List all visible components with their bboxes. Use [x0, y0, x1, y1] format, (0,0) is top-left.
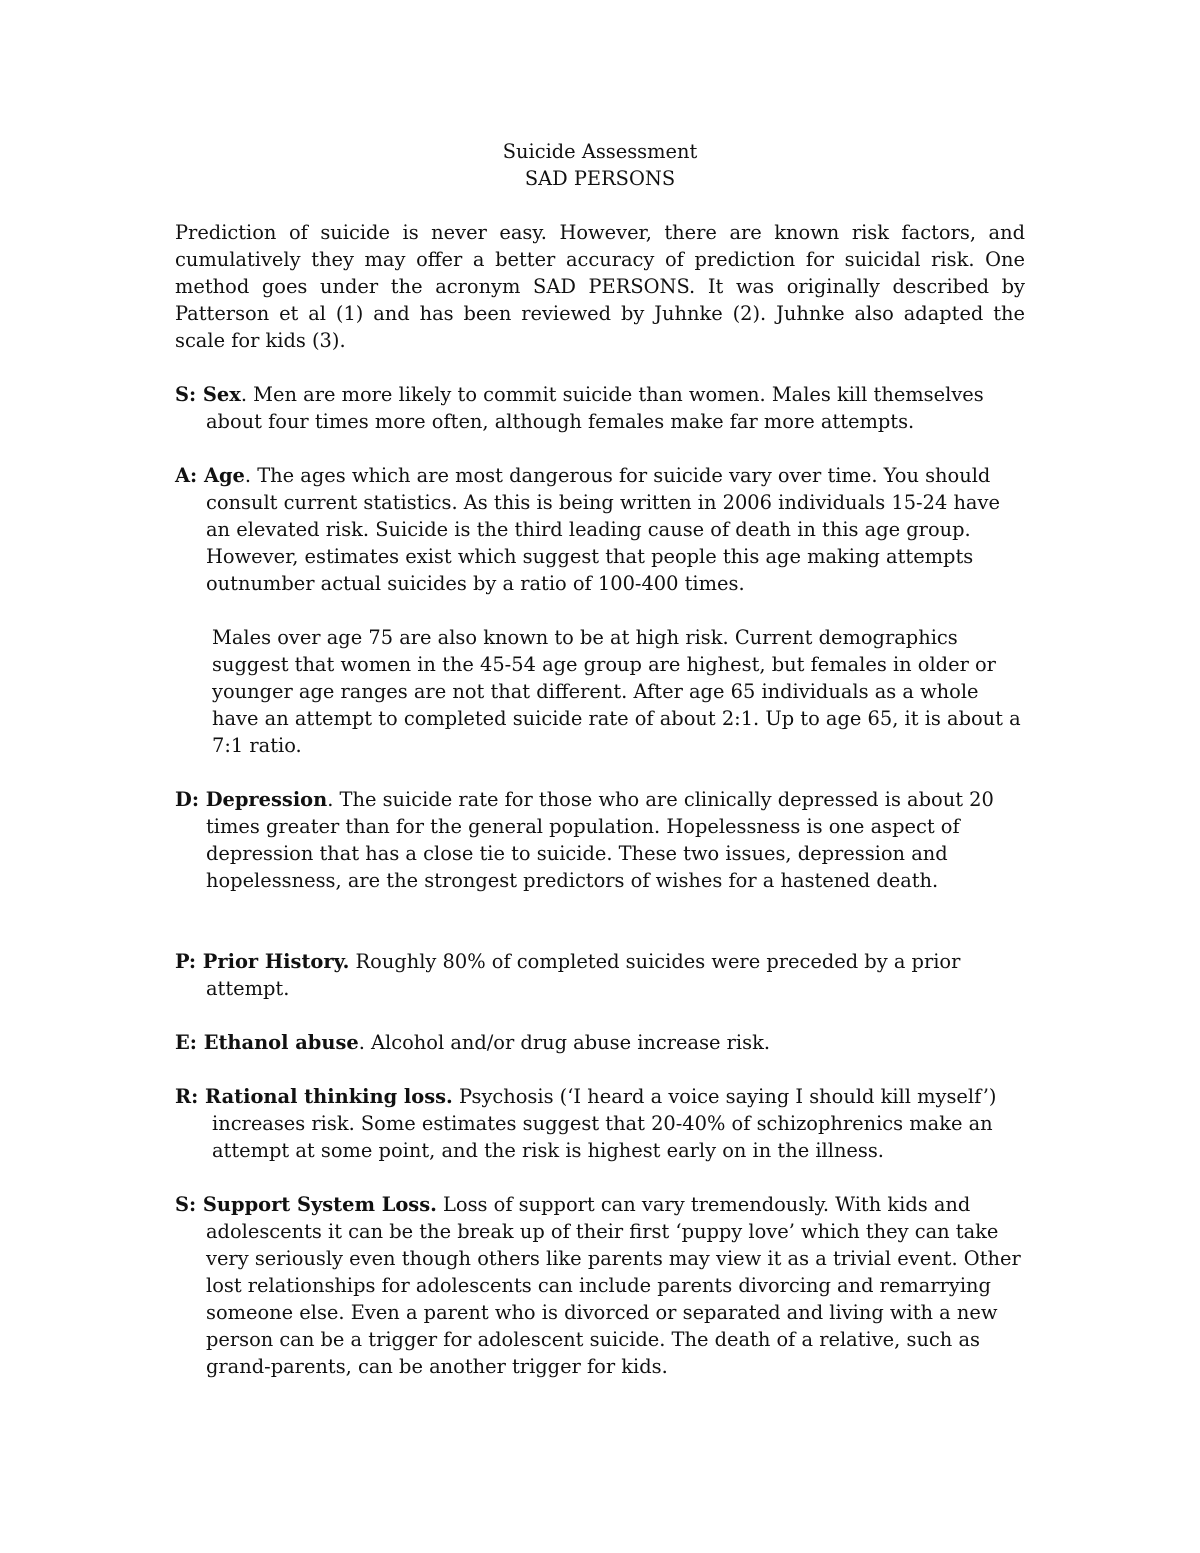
entry-prior-history	[175, 948, 1025, 1002]
entry-text: . Men are more likely to commit suicide than women. Males kill themselves about four times more often, although females make far more attempts.	[206, 383, 984, 433]
entry-term: E: Ethanol abuse	[175, 1031, 359, 1054]
entry-term: A: Age	[175, 464, 245, 487]
entry-text: . The suicide rate for those who are clinically depressed is about 20 times greater than for the general population. Hopelessness is one aspect of depression that has a close tie to suicide. These two issues, depression and hopelessness, are the strongest predictors of wishes for a hastened death.	[206, 788, 994, 892]
entry-text: . Alcohol and/or drug abuse increase risk.	[358, 1031, 770, 1054]
entry-text: Loss of support can vary tremendously. With kids and adolescents it can be the break up of their first ‘puppy love’ which they can take very seriously even though others like parents may view it as a trivial event. Other lost relationships for adolescents can include parents divorcing and remarrying someone else. Even a parent who is divorced or separated and living with a new person can be a trigger for adolescent suicide. The death of a relative, such as grand-parents, can be another trigger for kids.	[206, 1193, 1021, 1378]
entry-text: Psychosis (‘I heard a voice saying I should kill myself’) increases risk. Some estimates suggest that 20-40% of schizophrenics make an attempt at some point, and the risk is highest early on in the illness.	[212, 1085, 997, 1162]
entry-age	[175, 462, 1025, 597]
entry-term: D: Depression	[175, 788, 328, 811]
document-title: Suicide Assessment	[502, 140, 698, 163]
entry-term: S: Support System Loss.	[175, 1193, 437, 1216]
entry-depression	[175, 786, 1025, 894]
entry-term: P: Prior History.	[175, 950, 350, 973]
entry-sex	[175, 381, 1025, 435]
entry-text: . The ages which are most dangerous for suicide vary over time. You should consult current statistics. As this is being written in 2006 individuals 15-24 have an elevated risk. Suicide is the third leading cause of death in this age group. However, estimates exist which suggest that people this age making attempts outnumber actual suicides by a ratio of 100-400 times.	[206, 464, 1000, 595]
entry-rational-thinking-loss	[175, 1083, 1025, 1164]
entry-age-sub-paragraph: Males over age 75 are also known to be at high risk. Current demographics suggest that women in the 45-54 age group are highest, but females in older or younger age ranges are not that different. After age 65 individuals as a whole have an attempt to completed suicide rate of about 2:1. Up to age 65, it is about a 7:1 ratio.	[212, 626, 1021, 757]
intro-paragraph: Prediction of suicide is never easy. However, there are known risk factors, and cumulatively they may offer a better accuracy of prediction for suicidal risk. One method goes under the acronym SAD PERSONS. It was originally described by Patterson et al (1) and has been reviewed by Juhnke (2). Juhnke also adapted the scale for kids (3).	[175, 221, 1025, 352]
entry-term: R: Rational thinking loss.	[175, 1085, 453, 1108]
entry-ethanol-abuse	[175, 1029, 1025, 1056]
entry-text: Roughly 80% of completed suicides were preceded by a prior attempt.	[206, 950, 961, 1000]
document-subtitle: SAD PERSONS	[524, 167, 676, 190]
entry-term: S: Sex	[175, 383, 241, 406]
document-page	[175, 138, 1025, 1380]
entry-support-system-loss	[175, 1191, 1025, 1380]
